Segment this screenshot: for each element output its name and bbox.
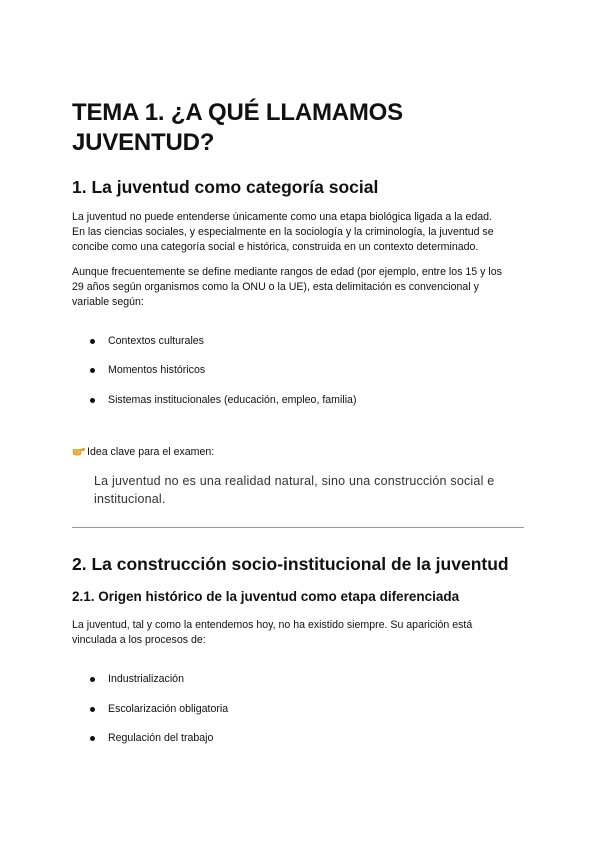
horizontal-divider [72,527,524,528]
pointing-hand-icon [72,445,85,456]
key-idea-quote [94,472,494,508]
section-2-heading: 2. La construcción socio-institucional de la juventud [72,554,509,574]
bullet-icon [90,339,95,344]
bullet-icon [90,677,95,682]
paragraph-line: concibe como una categoría social e histórica, construida en un contexto determinado. [72,240,479,253]
quote-line: La juventud no es una realidad natural, sino una construcción social e [94,474,495,488]
paragraph-line: variable según: [72,295,144,308]
section-2-1-heading: 2.1. Origen histórico de la juventud como etapa diferenciada [72,589,460,604]
bullet-icon [90,736,95,741]
title-line-1: TEMA 1. ¿A QUÉ LLAMAMOS [72,99,403,126]
bullet-icon [90,368,95,373]
list-item-text: Momentos históricos [108,364,206,376]
bullet-icon [90,707,95,712]
paragraph-line: vinculada a los procesos de: [72,633,206,646]
list-item-text: Escolarización obligatoria [108,703,229,715]
section-1-heading: 1. La juventud como categoría social [72,177,379,197]
section-2-paragraph [72,618,472,648]
page-title [72,98,528,158]
exam-key-note [72,444,214,460]
bullet-icon [90,398,95,403]
list-item-text: Regulación del trabajo [108,732,214,744]
section-1-paragraph-2 [72,265,502,309]
paragraph-line: Aunque frecuentemente se define mediante rangos de edad (por ejemplo, entre los 15 y los [72,266,502,278]
paragraph-line: 29 años según organismos como la ONU o la UE), esta delimitación es convencional y [72,280,479,293]
paragraph-line: La juventud no puede entenderse únicamente como una etapa biológica ligada a la edad. [72,211,492,223]
title-line-2: JUVENTUD? [72,129,215,156]
list-item-text: Sistemas institucionales (educación, empleo, familia) [108,394,357,406]
section-1-paragraph-1 [72,210,494,254]
list-item-text: Industrialización [108,673,184,685]
paragraph-line: La juventud, tal y como la entendemos hoy, no ha existido siempre. Su aparición está [72,619,473,631]
paragraph-line: En las ciencias sociales, y especialmente en la sociología y la criminología, la juventud se [72,225,494,238]
quote-line: institucional. [94,492,166,506]
list-item-text: Contextos culturales [108,335,204,347]
note-label: Idea clave para el examen: [87,446,215,458]
